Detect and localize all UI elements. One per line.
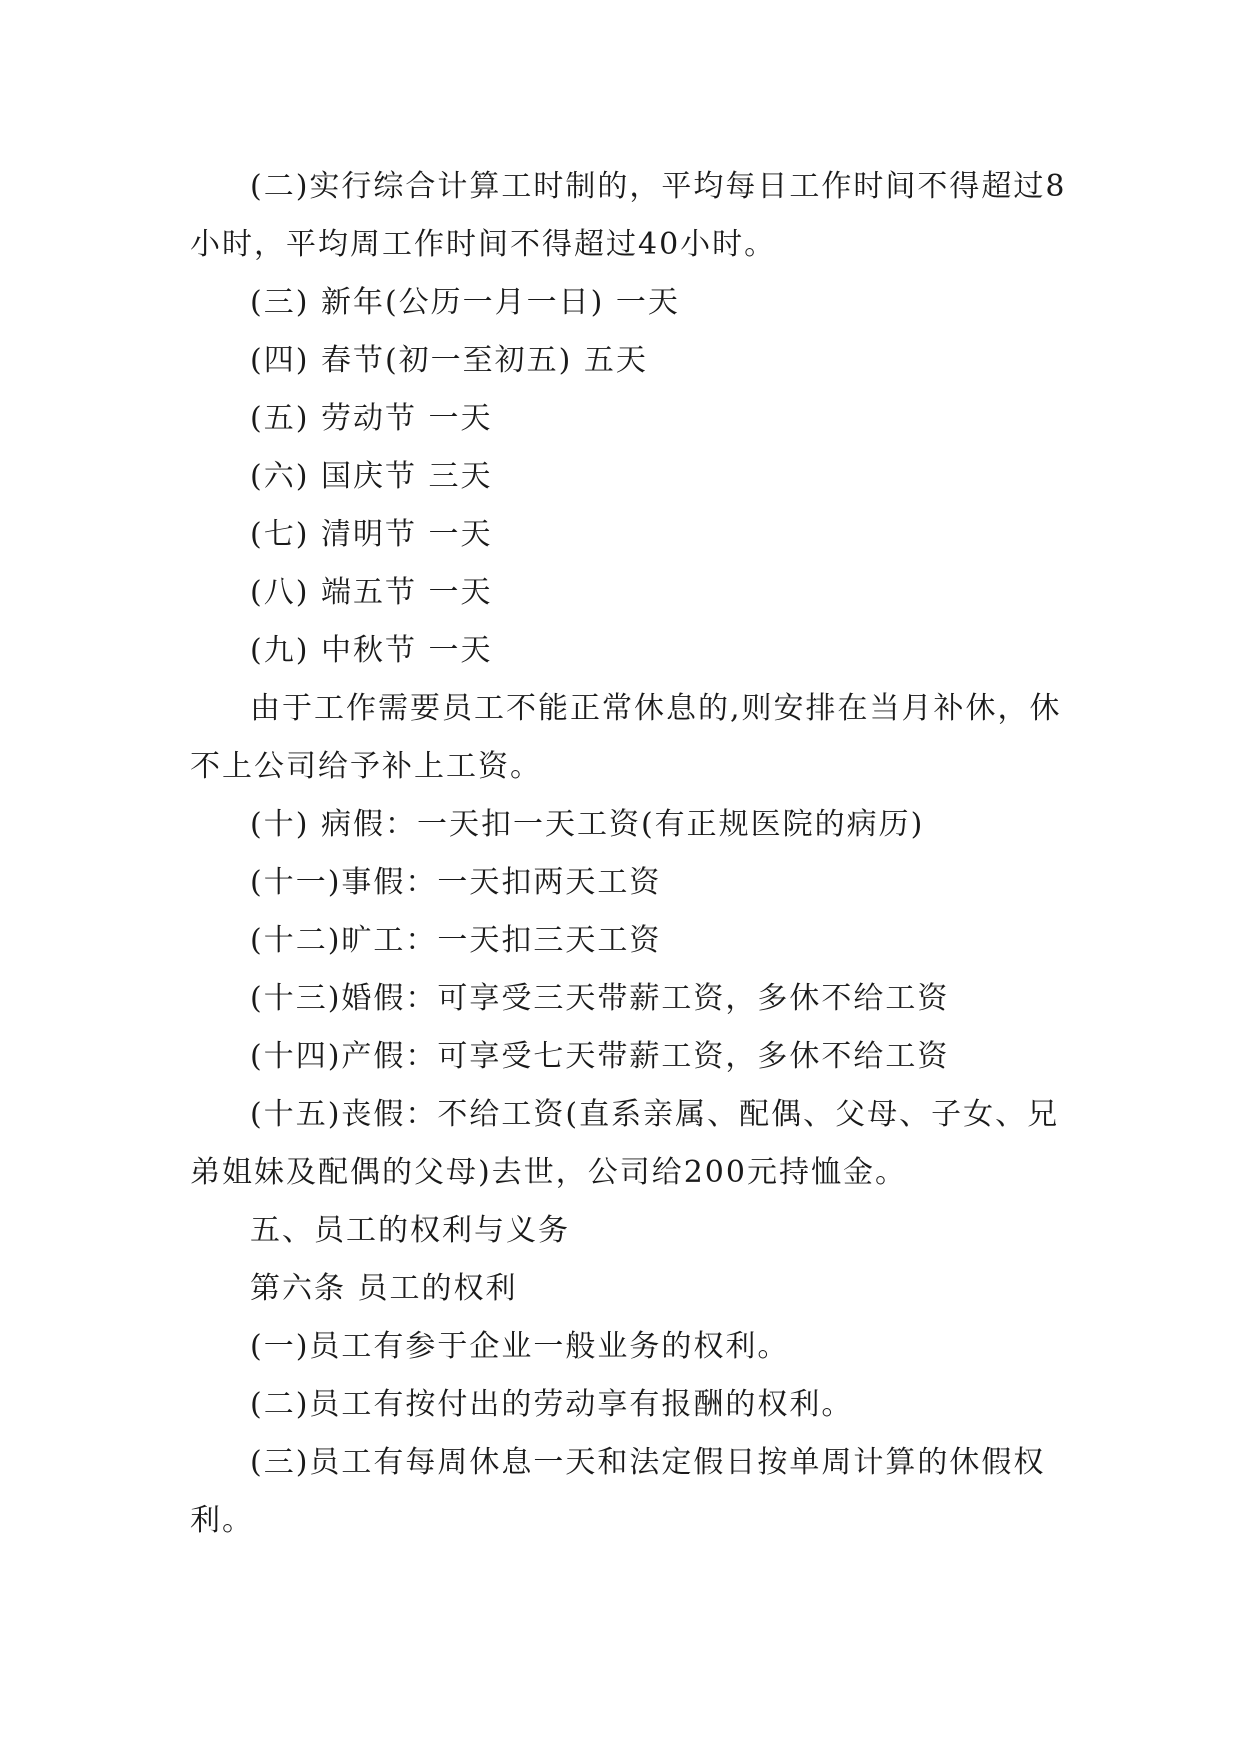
paragraph-new-year: (三) 新年(公历一月一日) 一天 (250, 285, 680, 320)
paragraph-compensatory-leave: 由于工作需要员工不能正常休息的,则安排在当月补休，休不上公司给予补上工资。 (190, 691, 1062, 784)
paragraph-spring-festival: (四) 春节(初一至初五) 五天 (250, 343, 648, 378)
paragraph-maternity-leave: (十四)产假：可享受七天带薪工资，多休不给工资 (250, 1039, 950, 1074)
paragraph-personal-leave: (十一)事假：一天扣两天工资 (250, 865, 662, 900)
document-body (190, 158, 1070, 1550)
paragraph-right-remuneration: (二)员工有按付出的劳动享有报酬的权利。 (250, 1387, 854, 1422)
paragraph-right-participate: (一)员工有参于企业一般业务的权利。 (250, 1329, 790, 1364)
paragraph-qingming: (七) 清明节 一天 (250, 517, 493, 552)
paragraph-comprehensive-hours: (二)实行综合计算工时制的，平均每日工作时间不得超过8小时，平均周工作时间不得超过40小时。 (190, 169, 1067, 262)
paragraph-dragon-boat: (八) 端五节 一天 (250, 575, 493, 610)
paragraph-labor-day: (五) 劳动节 一天 (250, 401, 493, 436)
paragraph-sick-leave: (十) 病假：一天扣一天工资(有正规医院的病历) (250, 807, 925, 842)
paragraph-right-rest: (三)员工有每周休息一天和法定假日按单周计算的休假权利。 (190, 1445, 1046, 1538)
article-heading-employee-rights: 第六条 员工的权利 (250, 1271, 518, 1306)
paragraph-mid-autumn: (九) 中秋节 一天 (250, 633, 493, 668)
paragraph-bereavement-leave: (十五)丧假：不给工资(直系亲属、配偶、父母、子女、兄弟姐妹及配偶的父母)去世，公司给200元持恤金。 (190, 1097, 1060, 1190)
paragraph-absenteeism: (十二)旷工：一天扣三天工资 (250, 923, 662, 958)
section-heading-rights-duties: 五、员工的权利与义务 (250, 1213, 570, 1248)
paragraph-national-day: (六) 国庆节 三天 (250, 459, 493, 494)
paragraph-marriage-leave: (十三)婚假：可享受三天带薪工资，多休不给工资 (250, 981, 950, 1016)
